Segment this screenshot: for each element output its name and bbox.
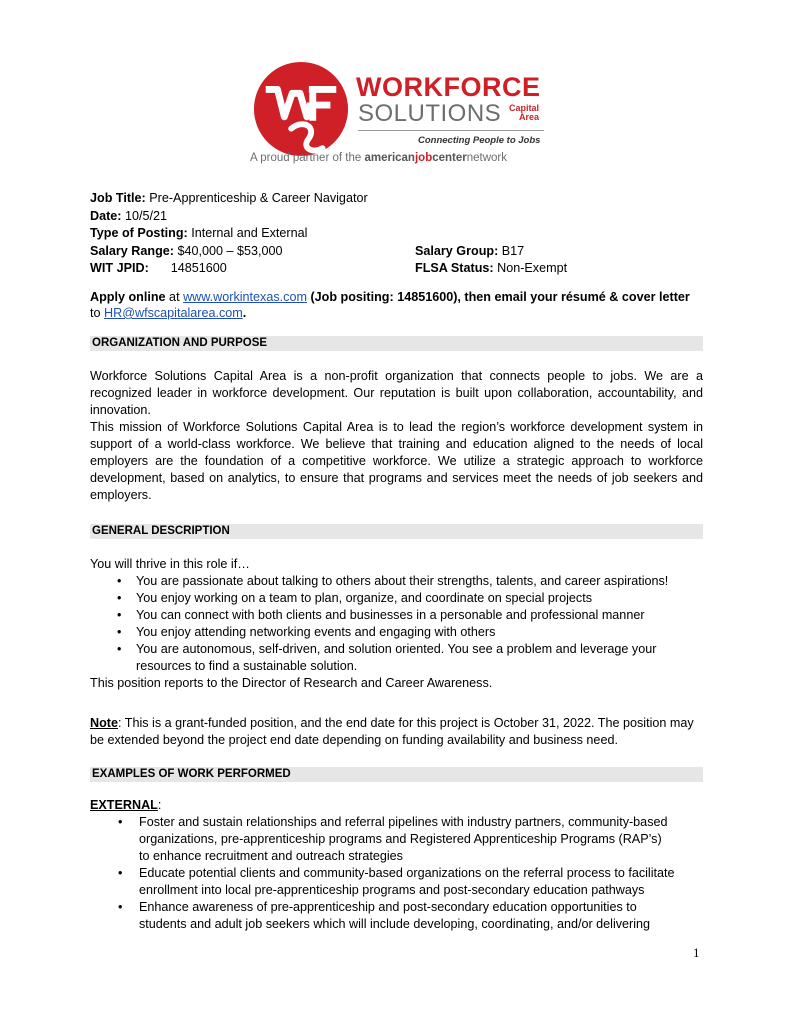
wit-row: WIT JPID: 14851600 FLSA Status: Non-Exempt: [90, 260, 368, 278]
page-number: 1: [693, 945, 700, 960]
logo-divider: [358, 130, 544, 131]
general-description: [90, 556, 703, 692]
section-header-examples: EXAMPLES OF WORK PERFORMED: [90, 767, 703, 782]
list-item: • You are autonomous, self-driven, and solution oriented. You see a problem and leverage your resources to find a sustainable solution.: [117, 642, 657, 673]
external-duties-list: [90, 814, 703, 933]
section-header-organization: ORGANIZATION AND PURPOSE: [90, 336, 703, 351]
workintexas-link[interactable]: www.workintexas.com: [183, 290, 307, 304]
bullet-icon: •: [117, 574, 122, 588]
bullet-icon: •: [117, 625, 122, 639]
partner-line: A proud partner of the americanjobcenternetwork: [250, 152, 508, 164]
bullet-icon: •: [117, 642, 122, 656]
external-heading: EXTERNAL:: [90, 798, 162, 812]
examples-of-work: [90, 797, 703, 933]
bullet-icon: •: [118, 815, 123, 829]
posting-type-row: Type of Posting: Internal and External: [90, 226, 308, 240]
note-label: Note: [90, 716, 118, 730]
logo-capital-area: Capital Area: [509, 103, 540, 123]
job-title-row: Job Title: Pre-Apprenticeship & Career Navigator: [90, 191, 368, 205]
bullet-icon: •: [117, 591, 122, 605]
note-paragraph: Note: This is a grant-funded position, and the end date for this project is October 31, 2022. The position may be extended beyond the project end date depending on funding availability and business need.: [90, 716, 694, 747]
general-intro: You will thrive in this role if…: [90, 557, 250, 571]
list-item: • You can connect with both clients and businesses in a personable and professional manner: [117, 608, 645, 622]
bullet-icon: •: [117, 608, 122, 622]
organization-text: [90, 368, 703, 504]
apply-instructions: Apply online at www.workintexas.com (Job positing: 14851600), then email your résumé & cover letter to HR@wfscapitalarea.com.: [90, 290, 690, 320]
organization-paragraph-2: This mission of Workforce Solutions Capital Area is to lead the region’s workforce development system in support of a world-class workforce. We believe that training and education aligned to the needs of local employers are the foundation of a competitive workforce. We utilize a strategic approach to workforce development, based on analytics, to ensure that programs and services meet the needs of job seekers and employers.: [90, 420, 703, 502]
list-item: • You are passionate about talking to others about their strengths, talents, and career aspirations!: [117, 574, 669, 588]
list-item: • You enjoy attending networking events and engaging with others: [117, 625, 496, 639]
job-info-block: [90, 190, 568, 278]
wfs-logo-mark-icon: [252, 60, 350, 158]
date-row: Date: 10/5/21: [90, 208, 168, 223]
hr-email-link[interactable]: HR@wfscapitalarea.com: [104, 306, 243, 320]
salary-group: Salary Group: B17: [415, 243, 525, 258]
american-job-center-logo: americanjobcenter: [364, 152, 467, 164]
section-header-general: GENERAL DESCRIPTION: [90, 524, 703, 539]
list-item: • Foster and sustain relationships and referral pipelines with industry partners, community-based organizations, pre-apprenticeship programs and Registered Apprenticeship Programs (RAP’s) to enhance recruitment and outreach strategies: [118, 815, 668, 863]
organization-paragraph-1: Workforce Solutions Capital Area is a non-profit organization that connects people to jobs. We are a recognized leader in workforce development. Our reputation is built upon collaboration, accountability, and innovation.: [90, 369, 703, 417]
reports-to: This position reports to the Director of Research and Career Awareness.: [90, 676, 493, 690]
flsa-status: FLSA Status: Non-Exempt: [415, 261, 568, 275]
bullet-icon: •: [118, 866, 123, 880]
list-item: • Enhance awareness of pre-apprenticeship and post-secondary education opportunities to students and adult job seekers which will include developing, coordinating, and/or delivering: [118, 900, 651, 931]
logo-wordmark-solutions: SOLUTIONS: [358, 100, 502, 127]
list-item: • You enjoy working on a team to plan, organize, and coordinate on special projects: [117, 591, 593, 605]
logo-tagline: Connecting People to Jobs: [418, 135, 541, 146]
salary-row: Salary Range: $40,000 – $53,000 Salary Group: B17: [90, 243, 368, 261]
bullet-icon: •: [118, 900, 123, 914]
logo-wordmark-workforce: WORKFORCE: [356, 72, 541, 102]
thrive-list: [90, 573, 703, 675]
list-item: • Educate potential clients and community-based organizations on the referral process to facilitate enrollment into local pre-apprenticeship programs and post-secondary education pathways: [118, 866, 675, 897]
